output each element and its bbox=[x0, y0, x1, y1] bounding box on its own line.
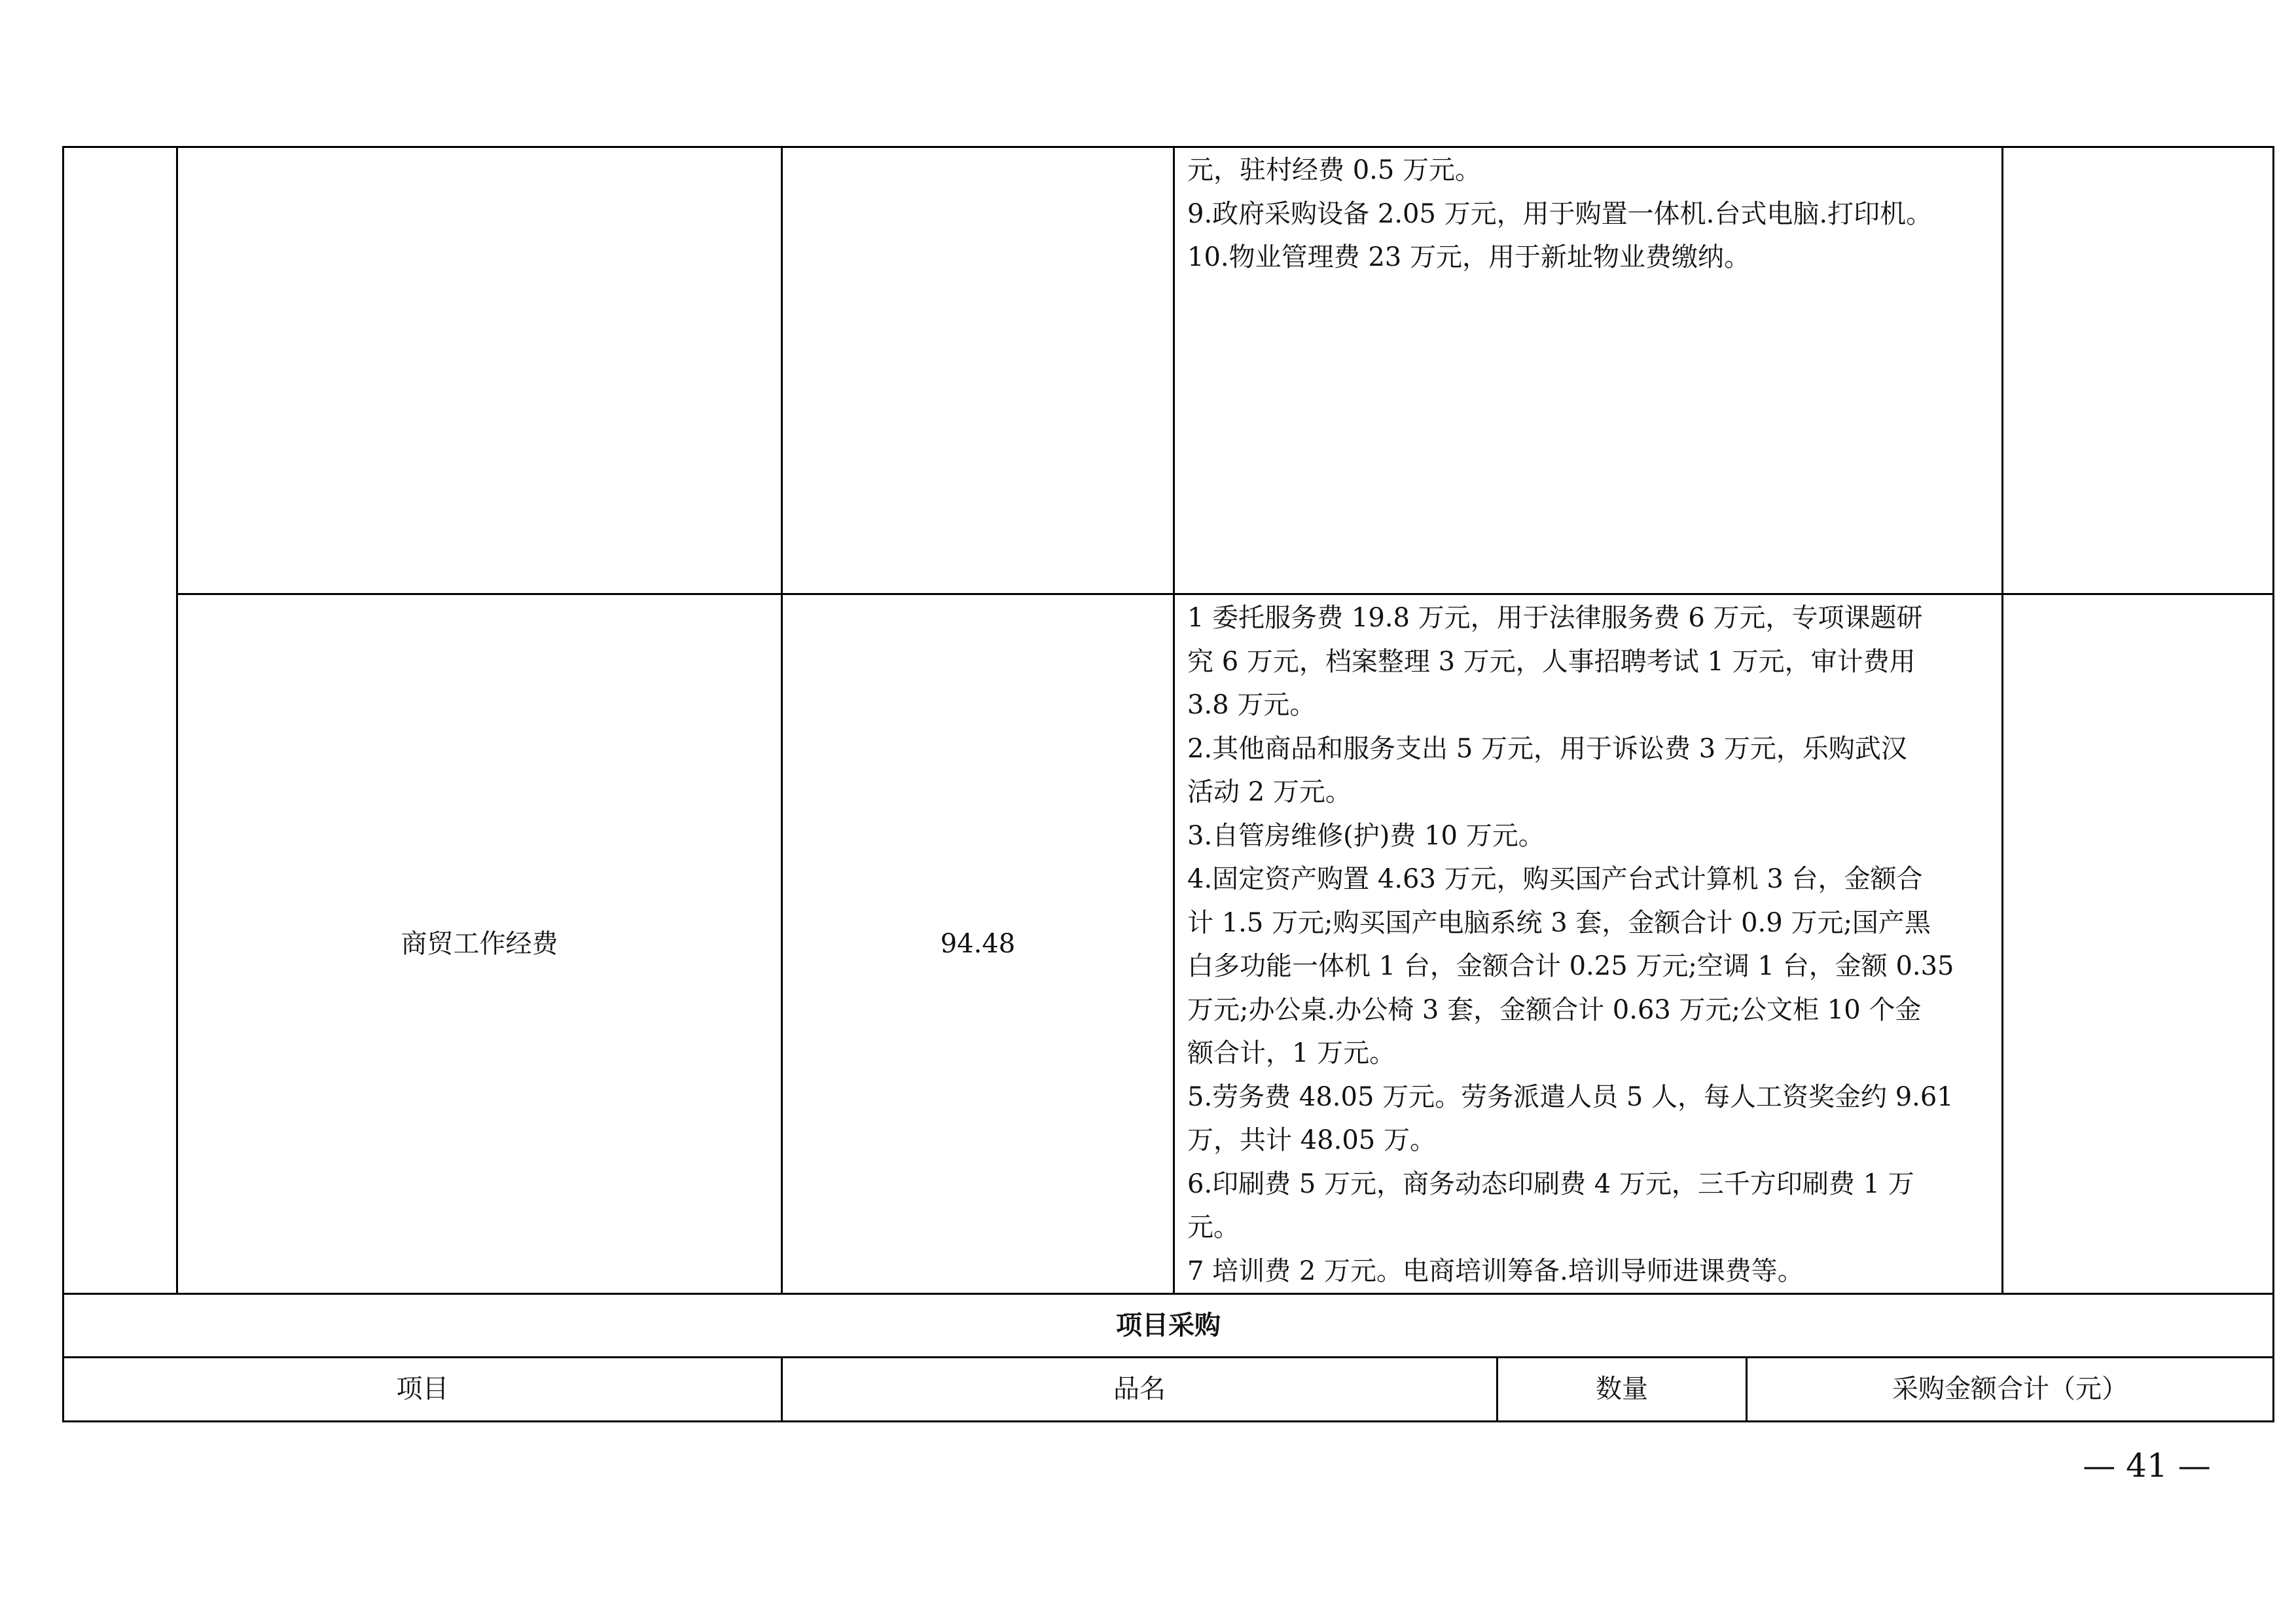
description-line: 4.固定资产购置 4.63 万元，购买国产台式计算机 3 台，金额合 bbox=[1187, 864, 1923, 894]
description-line: 3.8 万元。 bbox=[1187, 690, 1316, 720]
item-name-cell bbox=[178, 595, 781, 1293]
description-line: 2.其他商品和服务支出 5 万元，用于诉讼费 3 万元，乐购武汉 bbox=[1187, 733, 1907, 764]
item-amount: 94.48 bbox=[940, 928, 1016, 959]
description-line: 活动 2 万元。 bbox=[1187, 777, 1352, 807]
upper-description-cell bbox=[1187, 149, 1999, 280]
header-cell-project bbox=[64, 1358, 781, 1420]
col-rule-4 bbox=[2001, 146, 2003, 1295]
description-line: 1 委托服务费 19.8 万元，用于法律服务费 6 万元，专项课题研 bbox=[1187, 603, 1923, 633]
procurement-title-cell bbox=[64, 1295, 2272, 1356]
description-line: 白多功能一体机 1 台，金额合计 0.25 万元;空调 1 台，金额 0.35 bbox=[1187, 951, 1954, 981]
description-line: 3.自管房维修(护)费 10 万元。 bbox=[1187, 820, 1545, 851]
description-line: 额合计，1 万元。 bbox=[1187, 1038, 1396, 1068]
description-line: 究 6 万元，档案整理 3 万元，人事招聘考试 1 万元，审计费用 bbox=[1187, 646, 1916, 677]
procurement-title: 项目采购 bbox=[1116, 1309, 1221, 1341]
item-name: 商贸工作经费 bbox=[401, 928, 558, 959]
lower-description-cell bbox=[1187, 596, 1999, 1293]
upper-description-line: 10.物业管理费 23 万元，用于新址物业费缴纳。 bbox=[1187, 242, 1750, 272]
page-number: — 41 — bbox=[2083, 1447, 2211, 1485]
description-line: 计 1.5 万元;购买国产电脑系统 3 套，金额合计 0.9 万元;国产黑 bbox=[1187, 907, 1931, 938]
upper-description-line: 元，驻村经费 0.5 万元。 bbox=[1187, 155, 1482, 185]
amount-cell bbox=[783, 595, 1173, 1293]
description-line: 万，共计 48.05 万。 bbox=[1187, 1125, 1436, 1155]
description-line: 7 培训费 2 万元。电商培训筹备.培训导师进课费等。 bbox=[1187, 1255, 1804, 1286]
description-line: 万元;办公桌.办公椅 3 套，金额合计 0.63 万元;公文柜 10 个金 bbox=[1187, 994, 1922, 1025]
description-line: 元。 bbox=[1187, 1212, 1240, 1242]
header-project: 项目 bbox=[396, 1374, 449, 1405]
description-line: 6.印刷费 5 万元，商务动态印刷费 4 万元，三千方印刷费 1 万 bbox=[1187, 1168, 1914, 1199]
upper-description-line: 9.政府采购设备 2.05 万元，用于购置一体机.台式电脑.打印机。 bbox=[1187, 198, 1933, 229]
header-total-amount: 采购金额合计（元） bbox=[1892, 1374, 2128, 1405]
description-line: 5.劳务费 48.05 万元。劳务派遣人员 5 人，每人工资奖金约 9.61 bbox=[1187, 1081, 1954, 1112]
header-cell-total-amount bbox=[1748, 1358, 2272, 1420]
col-rule-3 bbox=[1173, 146, 1175, 1295]
header-product-name: 品名 bbox=[1113, 1374, 1166, 1405]
header-cell-product-name bbox=[783, 1358, 1496, 1420]
header-cell-quantity bbox=[1498, 1358, 1746, 1420]
header-quantity: 数量 bbox=[1596, 1374, 1648, 1405]
